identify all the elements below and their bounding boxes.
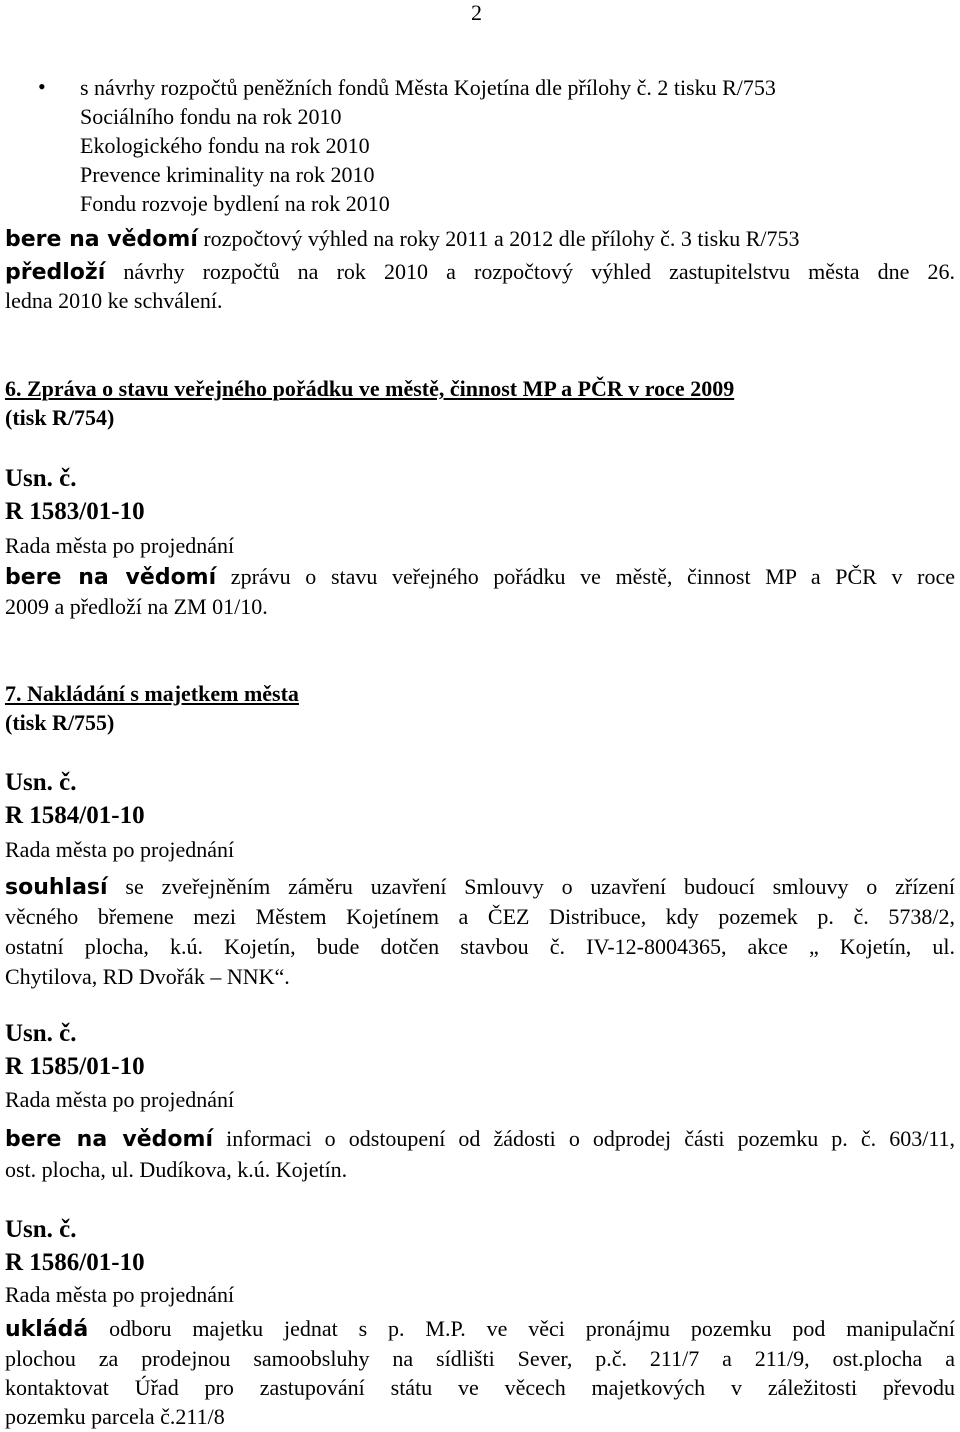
resolution-line bbox=[5, 1124, 955, 1154]
section-6-tisk: (tisk R/754) bbox=[5, 405, 115, 430]
resolution-line-continued: věcného břemene mezi Městem Kojetínem a ČEZ Distribuce, kdy pozemek p. č. 5738/2, bbox=[5, 904, 955, 929]
bullet-line-1: s návrhy rozpočtů peněžních fondů Města Kojetína dle přílohy č. 2 tisku R/753 bbox=[80, 75, 776, 100]
resolution-text: se zveřejněním záměru uzavření Smlouvy o uzavření budoucí smlouvy o zřízení bbox=[107, 874, 955, 899]
keyword-bere-na-vedomi: bere na vědomí bbox=[5, 227, 198, 252]
page-number: 2 bbox=[471, 0, 482, 25]
resolution-line-continued: pozemku parcela č.211/8 bbox=[5, 1404, 225, 1429]
resolution-line-continued: plochou za prodejnou samoobsluhy na sídlišti Sever, p.č. 211/7 a 211/9, ost.plocha a bbox=[5, 1346, 955, 1371]
bullet-line-4: Prevence kriminality na rok 2010 bbox=[80, 162, 375, 187]
resolution-line bbox=[5, 257, 955, 287]
resolution-line-continued: kontaktovat Úřad pro zastupování státu ve věcech majetkových v záležitosti převodu bbox=[5, 1375, 955, 1400]
council-line: Rada města po projednání bbox=[5, 837, 235, 862]
resolution-text: zprávu o stavu veřejného pořádku ve městě, činnost MP a PČR v roce bbox=[216, 564, 955, 589]
resolution-usn-label: Usn. č. bbox=[5, 1020, 77, 1047]
resolution-text: informaci o odstoupení od žádosti o odprodej části pozemku p. č. 603/11, bbox=[213, 1126, 956, 1151]
resolution-number: R 1583/01-10 bbox=[5, 498, 145, 525]
resolution-line bbox=[5, 1314, 955, 1344]
resolution-usn-label: Usn. č. bbox=[5, 465, 77, 492]
keyword-souhlasi: souhlasí bbox=[5, 875, 108, 900]
council-line: Rada města po projednání bbox=[5, 1282, 235, 1307]
keyword-bere-na-vedomi: bere na vědomí bbox=[5, 1127, 214, 1152]
resolution-line-continued: 2009 a předloží na ZM 01/10. bbox=[5, 594, 268, 619]
keyword-predlozi: předloží bbox=[5, 260, 106, 285]
resolution-text: návrhy rozpočtů na rok 2010 a rozpočtový výhled zastupitelstvu města dne 26. bbox=[105, 259, 955, 284]
section-6-title: 6. Zpráva o stavu veřejného pořádku ve městě, činnost MP a PČR v roce 2009 bbox=[5, 376, 735, 401]
resolution-line-continued: ostatní plocha, k.ú. Kojetín, bude dotčen stavbou č. IV-12-8004365, akce „ Kojetín, ul. bbox=[5, 934, 955, 959]
resolution-text: odboru majetku jednat s p. M.P. ve věci pronájmu pozemku pod manipulační bbox=[88, 1316, 955, 1341]
resolution-number: R 1586/01-10 bbox=[5, 1249, 145, 1276]
council-line: Rada města po projednání bbox=[5, 533, 235, 558]
section-7-title: 7. Nakládání s majetkem města bbox=[5, 681, 299, 706]
resolution-line bbox=[5, 872, 955, 902]
section-7-tisk: (tisk R/755) bbox=[5, 710, 115, 735]
keyword-uklada: ukládá bbox=[5, 1317, 89, 1342]
bullet-line-5: Fondu rozvoje bydlení na rok 2010 bbox=[80, 191, 390, 216]
council-line: Rada města po projednání bbox=[5, 1087, 235, 1112]
resolution-usn-label: Usn. č. bbox=[5, 1216, 77, 1243]
resolution-number: R 1585/01-10 bbox=[5, 1053, 145, 1080]
resolution-line bbox=[5, 224, 800, 254]
bullet-line-2: Sociálního fondu na rok 2010 bbox=[80, 104, 342, 129]
keyword-bere-na-vedomi: bere na vědomí bbox=[5, 565, 217, 590]
resolution-line bbox=[5, 562, 955, 592]
resolution-line-continued: ost. plocha, ul. Dudíkova, k.ú. Kojetín. bbox=[5, 1157, 348, 1182]
bullet-line-3: Ekologického fondu na rok 2010 bbox=[80, 133, 370, 158]
resolution-text: rozpočtový výhled na roky 2011 a 2012 dle přílohy č. 3 tisku R/753 bbox=[197, 226, 800, 251]
resolution-line-continued: Chytilova, RD Dvořák – NNK“. bbox=[5, 964, 290, 989]
resolution-usn-label: Usn. č. bbox=[5, 769, 77, 796]
bullet-marker: • bbox=[38, 74, 46, 99]
resolution-line-continued: ledna 2010 ke schválení. bbox=[5, 288, 223, 313]
resolution-number: R 1584/01-10 bbox=[5, 802, 145, 829]
